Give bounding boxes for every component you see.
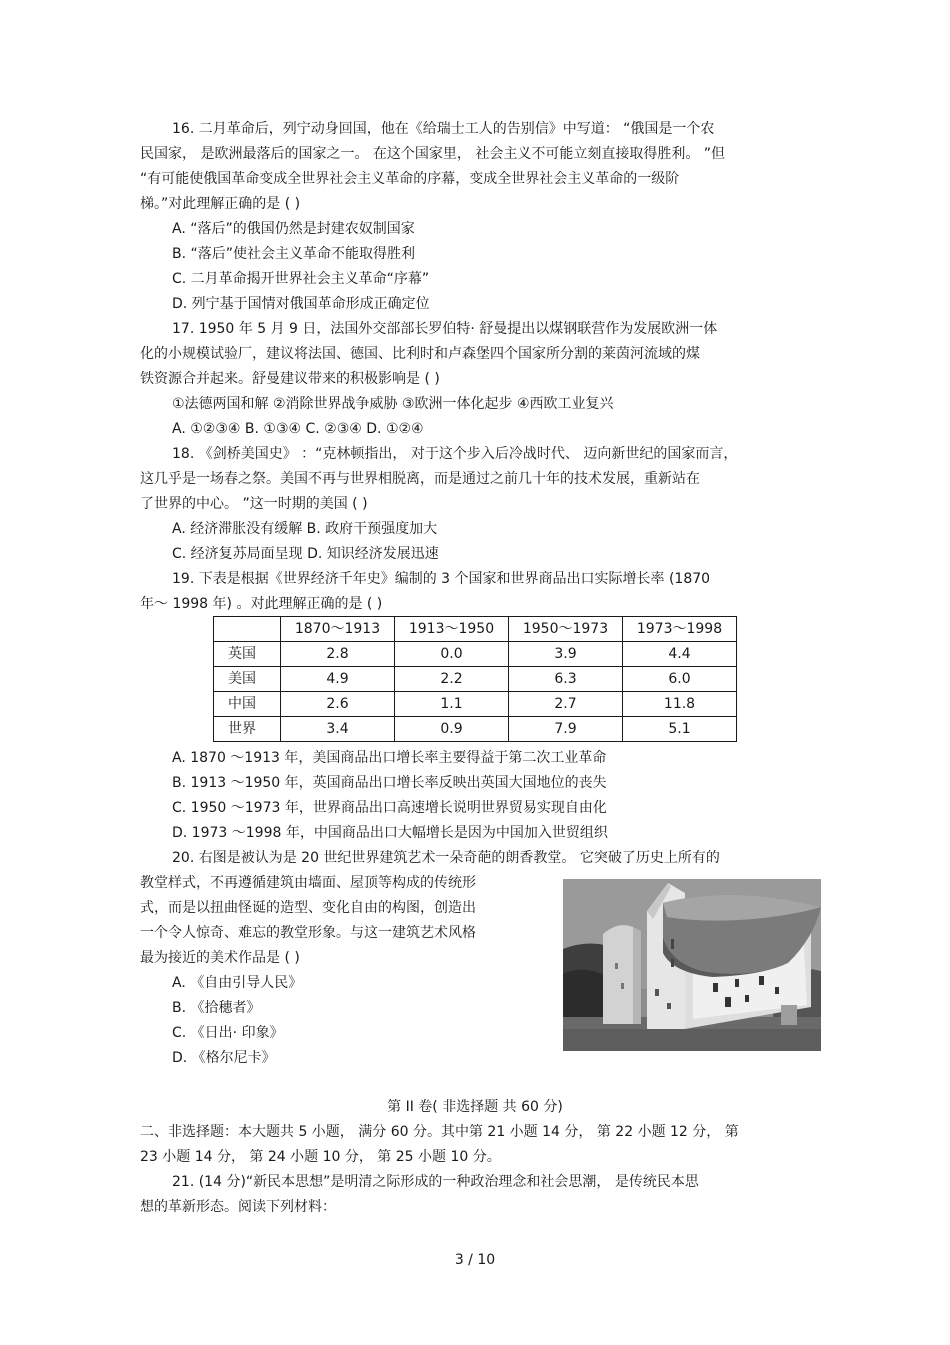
q20-line-1: 20. 右图是被认为是 20 世纪世界建筑艺术一朵奇葩的朗香教堂。 它突破了历史上所有的: [172, 850, 720, 866]
q16-option-a: A. “落后”的俄国仍然是封建农奴制国家: [172, 221, 415, 237]
q16-option-b: B. “落后”使社会主义革命不能取得胜利: [172, 246, 416, 262]
q16-option-d: D. 列宁基于国情对俄国革命形成正确定位: [172, 296, 430, 312]
section-2-title: 第 II 卷( 非选择题 共 60 分): [387, 1099, 563, 1115]
table-cell: 4.4: [623, 642, 737, 667]
table-row-label: 中国: [214, 692, 281, 717]
q20-option-b: B. 《拾穗者》: [172, 1000, 261, 1016]
table-row-label: 美国: [214, 667, 281, 692]
table-cell: 7.9: [509, 717, 623, 742]
q19-option-d: D. 1973 ～1998 年，中国商品出口大幅增长是因为中国加入世贸组织: [172, 825, 608, 841]
table-header-cell: 1950～1973: [509, 617, 623, 642]
table-row-label: 英国: [214, 642, 281, 667]
table-cell: 1.1: [395, 692, 509, 717]
table-cell: 4.9: [281, 667, 395, 692]
q19-line-1: 19. 下表是根据《世界经济千年史》编制的 3 个国家和世界商品出口实际增长率 (1870: [172, 571, 711, 587]
q16-option-c: C. 二月革命揭开世界社会主义革命“序幕”: [172, 271, 430, 287]
q18-line-2: 这几乎是一场春之祭。美国不再与世界相脱离，而是通过之前几十年的技术发展，重新站在: [140, 471, 700, 487]
table-cell: 11.8: [623, 692, 737, 717]
table-cell: 0.0: [395, 642, 509, 667]
table-cell: 3.4: [281, 717, 395, 742]
q18-options-ab: A. 经济滞胀没有缓解 B. 政府干预强度加大: [172, 521, 438, 537]
q20-line-4: 一个令人惊奇、难忘的教堂形象。与这一建筑艺术风格: [140, 925, 476, 941]
q17-line-2: 化的小规模试验厂，建议将法国、德国、比利时和卢森堡四个国家所分割的莱茵河流域的煤: [140, 346, 700, 362]
q21-line-1: 21. (14 分)“新民本思想”是明清之际形成的一种政治理念和社会思潮， 是传统民本思: [172, 1174, 699, 1190]
q20-option-a: A. 《自由引导人民》: [172, 975, 303, 991]
q20-line-5: 最为接近的美术作品是 ( ): [140, 950, 300, 966]
table-cell: 2.8: [281, 642, 395, 667]
q18-line-3: 了世界的中心。 ”这一时期的美国 ( ): [140, 496, 368, 512]
q16-line-1: 16. 二月革命后，列宁动身回国，他在《给瑞士工人的告别信》中写道： “俄国是一个农: [172, 121, 715, 137]
q17-options: A. ①②③④ B. ①③④ C. ②③④ D. ①②④: [172, 421, 424, 437]
table-header-cell: [214, 617, 281, 642]
table-cell: 2.6: [281, 692, 395, 717]
q16-line-3: “有可能使俄国革命变成全世界社会主义革命的序幕，变成全世界社会主义革命的一级阶: [140, 171, 680, 187]
table-cell: 3.9: [509, 642, 623, 667]
table-cell: 6.0: [623, 667, 737, 692]
q19-line-2: 年～ 1998 年) 。对此理解正确的是 ( ): [140, 596, 383, 612]
table-header-cell: 1973～1998: [623, 617, 737, 642]
table-cell: 0.9: [395, 717, 509, 742]
section-2-line-1: 二、非选择题：本大题共 5 小题， 满分 60 分。其中第 21 小题 14 分， 第 22 小题 12 分， 第: [140, 1124, 739, 1140]
table-row: [214, 717, 737, 742]
export-growth-table: [213, 616, 737, 742]
q19-option-b: B. 1913 ～1950 年，英国商品出口增长率反映出英国大国地位的丧失: [172, 775, 607, 791]
table-row-label: 世界: [214, 717, 281, 742]
section-2-line-2: 23 小题 14 分， 第 24 小题 10 分， 第 25 小题 10 分。: [140, 1149, 501, 1165]
q17-items: ①法德两国和解 ②消除世界战争威胁 ③欧洲一体化起步 ④西欧工业复兴: [172, 396, 614, 412]
table-row: [214, 692, 737, 717]
q16-line-2: 民国家， 是欧洲最落后的国家之一。 在这个国家里， 社会主义不可能立刻直接取得胜利。 ”但: [140, 146, 726, 162]
q19-option-a: A. 1870 ～1913 年，美国商品出口增长率主要得益于第二次工业革命: [172, 750, 607, 766]
table-cell: 6.3: [509, 667, 623, 692]
q20-option-d: D. 《格尔尼卡》: [172, 1050, 276, 1066]
q17-line-1: 17. 1950 年 5 月 9 日，法国外交部部长罗伯特· 舒曼提出以煤钢联营作为发展欧洲一体: [172, 321, 718, 337]
table-header-cell: 1913～1950: [395, 617, 509, 642]
q17-line-3: 铁资源合并起来。舒曼建议带来的积极影响是 ( ): [140, 371, 440, 387]
q18-options-cd: C. 经济复苏局面呈现 D. 知识经济发展迅速: [172, 546, 439, 562]
q21-line-2: 想的革新形态。阅读下列材料：: [140, 1199, 336, 1215]
table-row: [214, 667, 737, 692]
q20-option-c: C. 《日出· 印象》: [172, 1025, 284, 1041]
table-header-cell: 1870～1913: [281, 617, 395, 642]
q20-line-2: 教堂样式，不再遵循建筑由墙面、屋顶等构成的传统形: [140, 875, 476, 891]
q16-line-4: 梯。”对此理解正确的是 ( ): [140, 196, 301, 212]
page-number: 3 / 10: [454, 1252, 496, 1268]
q20-line-3: 式，而是以扭曲怪诞的造型、变化自由的构图，创造出: [140, 900, 476, 916]
table-header-row: [214, 617, 737, 642]
table-cell: 2.2: [395, 667, 509, 692]
table-row: [214, 642, 737, 667]
ronchamp-chapel-photo: [563, 879, 821, 1051]
table-cell: 2.7: [509, 692, 623, 717]
table-cell: 5.1: [623, 717, 737, 742]
q18-line-1: 18. 《剑桥美国史》 ：“克林顿指出， 对于这个步入后冷战时代、 迈向新世纪的国家而言，: [172, 446, 738, 462]
q19-option-c: C. 1950 ～1973 年，世界商品出口高速增长说明世界贸易实现自由化: [172, 800, 607, 816]
